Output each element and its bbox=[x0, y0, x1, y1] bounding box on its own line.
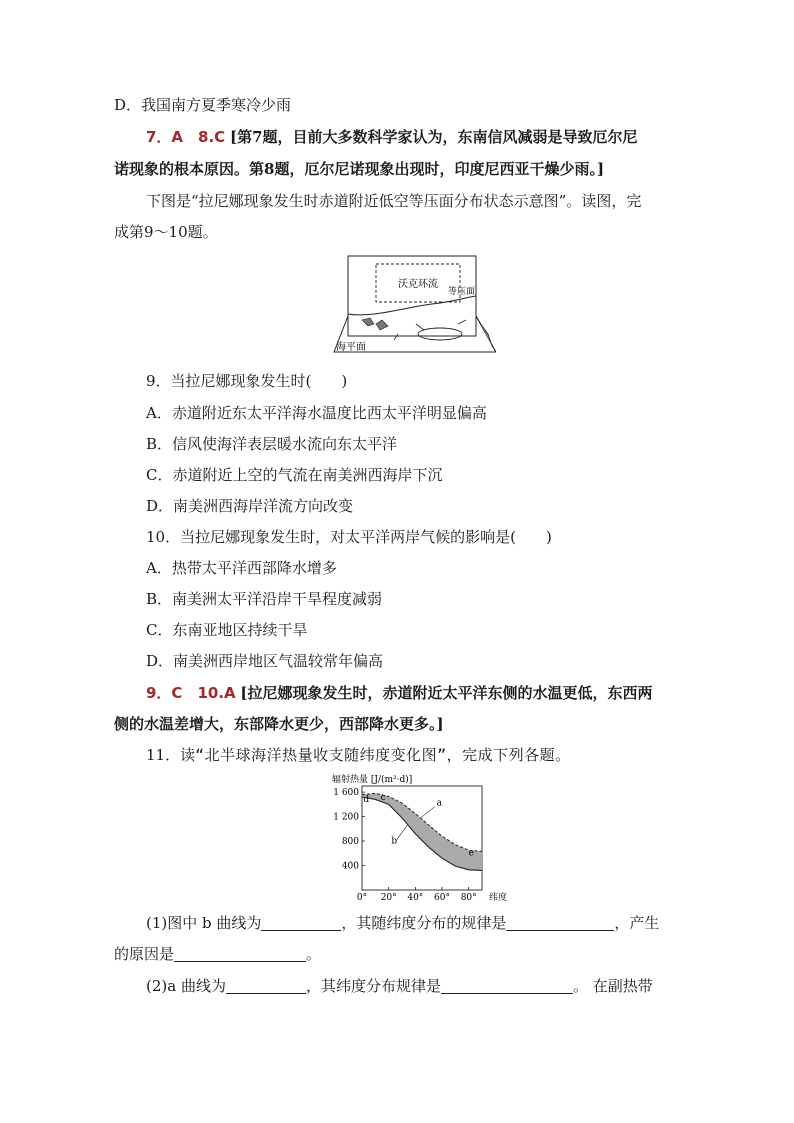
q10-option-b: B．南美洲太平洋沿岸干旱程度减弱 bbox=[146, 590, 383, 608]
x-tick-label: 20° bbox=[380, 893, 397, 902]
intro-line-2: 成第9～10题。 bbox=[114, 223, 218, 241]
x-tick-label: 40° bbox=[407, 893, 424, 902]
q6-option-d: D．我国南方夏季寒冷少雨 bbox=[114, 96, 292, 114]
answer-7-8 bbox=[146, 126, 638, 148]
region-e-label: e bbox=[468, 848, 474, 859]
x-axis-label: 纬度 bbox=[488, 893, 508, 902]
q11-sub1-line1 bbox=[146, 912, 659, 934]
answer-explanation: [第7题，目前大多数科学家认为，东南信风减弱是导致厄尔尼 bbox=[229, 128, 638, 146]
series-a-label: a bbox=[436, 798, 443, 809]
y-tick-label: 1 200 bbox=[333, 812, 359, 823]
series-b-leader bbox=[397, 825, 408, 840]
sub1-text-b: ，其随纬度分布的规律是 bbox=[341, 914, 507, 932]
y-tick-label: 1 600 bbox=[333, 788, 359, 799]
current-loop bbox=[418, 328, 462, 340]
answer-explanation: [拉尼娜现象发生时，赤道附近太平洋东侧的水温更低，东西两 bbox=[240, 684, 653, 702]
answer-9-10 bbox=[146, 682, 653, 704]
intro-line-1: 下图是“拉尼娜现象发生时赤道附近低空等压面分布状态示意图”。读图，完 bbox=[146, 192, 642, 210]
x-tick-label: 0° bbox=[356, 893, 368, 902]
series-b-label: b bbox=[391, 836, 398, 847]
q10-option-a: A．热带太平洋西部降水增多 bbox=[146, 559, 337, 577]
q11-sub1-line2 bbox=[114, 943, 321, 965]
q10-stem: 10．当拉尼娜现象发生时，对太平洋两岸气候的影响是( ) bbox=[146, 528, 552, 546]
sub1-text-a: (1)图中 b 曲线为 bbox=[146, 914, 262, 932]
sub2-blank-1[interactable] bbox=[226, 977, 306, 994]
q9-option-c: C．赤道附近上空的气流在南美洲西海岸下沉 bbox=[146, 466, 443, 484]
sub1-blank-3[interactable] bbox=[174, 945, 306, 962]
region-d-label: d bbox=[363, 794, 370, 805]
ocean-heat-chart bbox=[326, 772, 516, 902]
sub2-blank-2[interactable] bbox=[441, 977, 573, 994]
q9-option-a: A．赤道附近东太平洋海水温度比西太平洋明显偏高 bbox=[146, 404, 487, 422]
q11-title: “北半球海洋热量收支随纬度变化图”，完成下列各题。 bbox=[195, 746, 571, 764]
sub1-text-e: 。 bbox=[306, 945, 322, 963]
answer-9-10-cont: 侧的水温差增大，东部降水更少，西部降水更多。] bbox=[114, 715, 444, 733]
lanina-diagram bbox=[332, 254, 496, 358]
q9-stem: 9．当拉尼娜现象发生时( ) bbox=[146, 372, 348, 390]
sub2-text-b: ，其纬度分布规律是 bbox=[305, 977, 441, 995]
isobar-line bbox=[348, 296, 476, 315]
indonesia-islands bbox=[362, 318, 388, 330]
q9-option-d: D．南美洲西海岸洋流方向改变 bbox=[146, 497, 354, 515]
q11-stem bbox=[146, 744, 571, 766]
sub1-blank-1[interactable] bbox=[261, 914, 341, 931]
south-america-coast bbox=[476, 316, 496, 352]
q9-option-b: B．信风使海洋表层暖水流向东太平洋 bbox=[146, 435, 398, 453]
y-tick-label: 400 bbox=[341, 861, 359, 872]
sub1-blank-2[interactable] bbox=[506, 914, 614, 931]
sub2-text-c: 。 在副热带 bbox=[572, 977, 653, 995]
q10-option-c: C．东南亚地区持续干旱 bbox=[146, 621, 308, 639]
sub1-text-c: ，产生 bbox=[614, 914, 660, 932]
y-tick-label: 800 bbox=[341, 837, 359, 848]
q11-sub2-line1 bbox=[146, 975, 653, 997]
region-c-label: c bbox=[380, 793, 386, 804]
sub2-text-a: (2)a 曲线为 bbox=[146, 977, 226, 995]
sea-level-label: 海平面 bbox=[336, 342, 366, 353]
walker-label: 沃克环流 bbox=[398, 279, 438, 290]
sub1-text-d: 的原因是 bbox=[114, 945, 175, 963]
x-tick-label: 60° bbox=[434, 893, 450, 902]
chart-ylabel: 辐射热量 [J/(m²·d)] bbox=[332, 775, 413, 785]
q11-number: 11．读 bbox=[146, 746, 196, 764]
isobar-label: 等压面 bbox=[448, 287, 476, 297]
answer-codes: 7．A 8.C bbox=[146, 128, 226, 146]
series-a-leader bbox=[421, 807, 435, 818]
shaded-difference-area bbox=[362, 793, 482, 870]
x-tick-label: 80° bbox=[460, 893, 477, 902]
answer-7-8-cont: 诺现象的根本原因。第8题，厄尔尼诺现象出现时，印度尼西亚干燥少雨。] bbox=[114, 160, 605, 178]
answer-codes: 9．C 10.A bbox=[146, 684, 236, 702]
q10-option-d: D．南美洲西岸地区气温较常年偏高 bbox=[146, 652, 384, 670]
